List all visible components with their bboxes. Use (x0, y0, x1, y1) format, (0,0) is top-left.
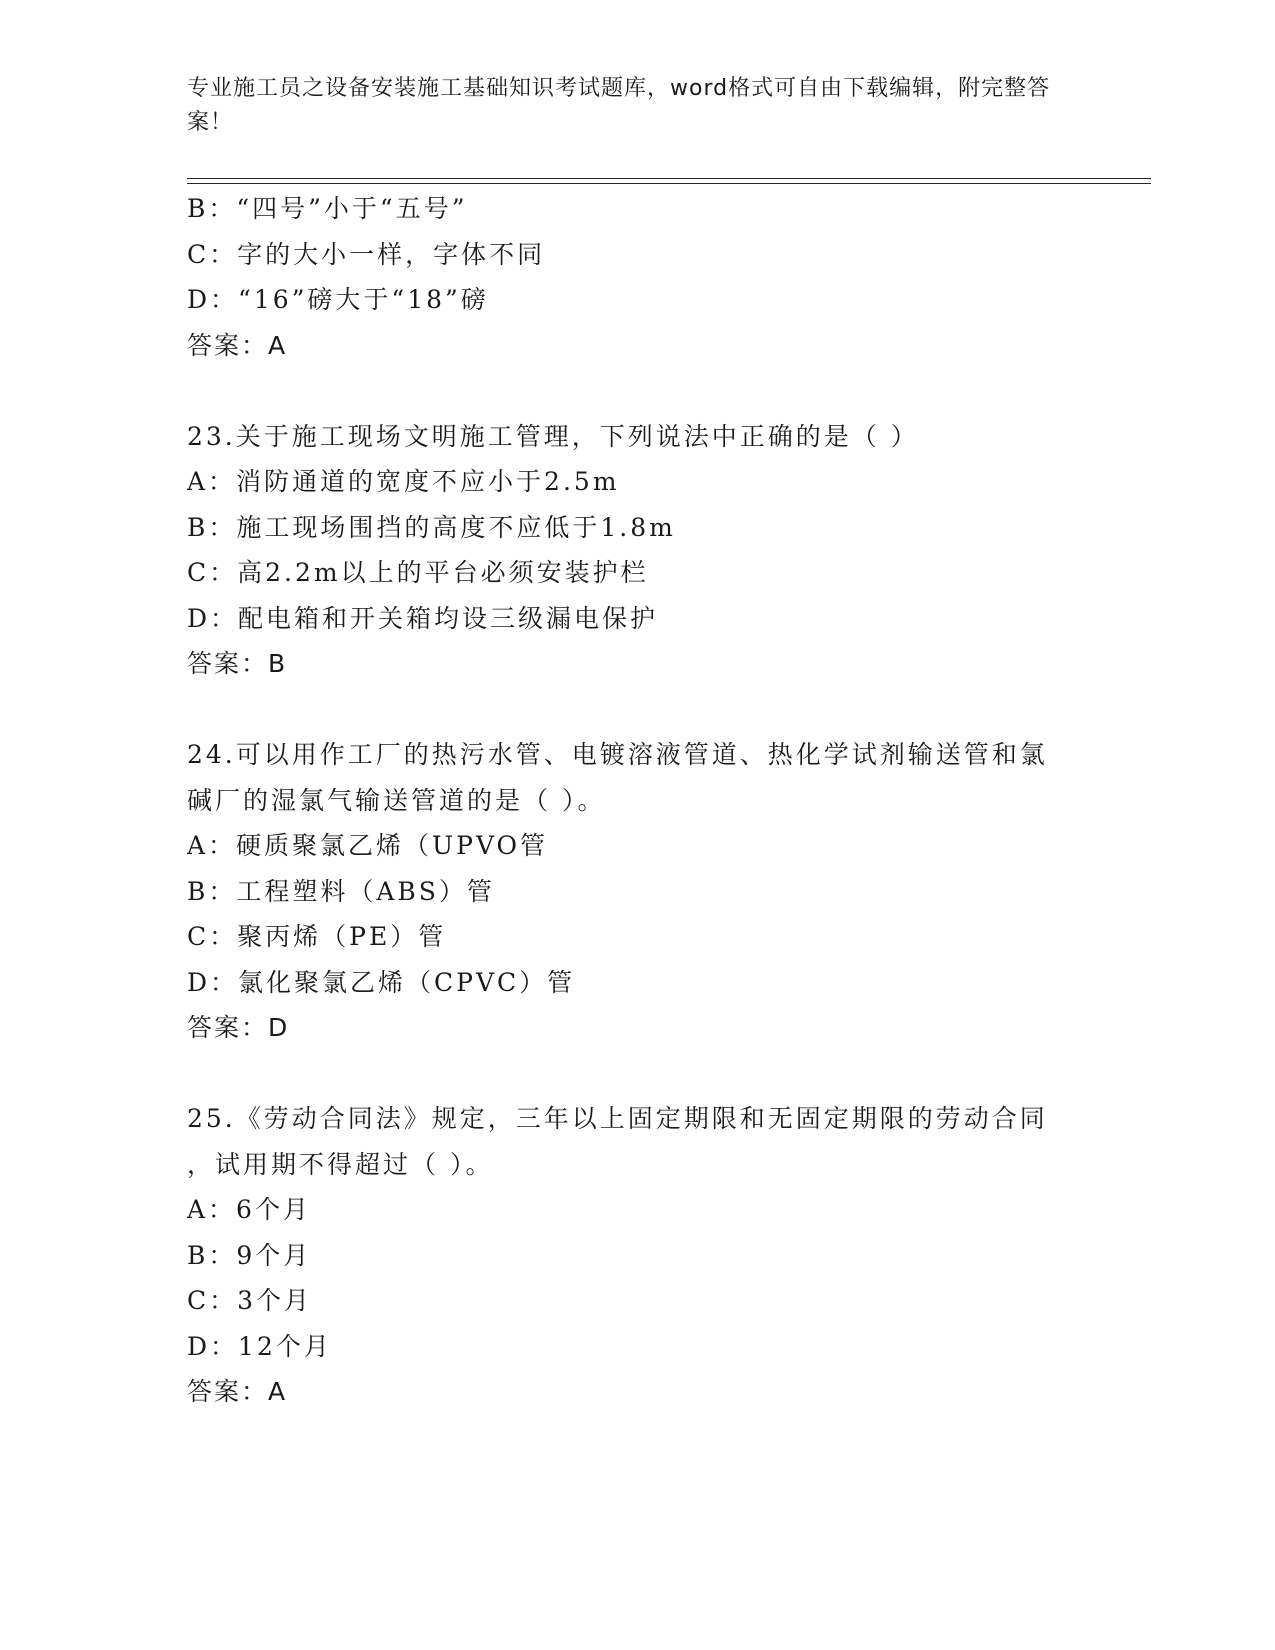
option-c: C：3个月 (187, 1286, 313, 1315)
option-b: B：工程塑料（ABS）管 (187, 876, 495, 906)
question-block-25 (187, 1096, 1067, 1415)
question-block-prev (187, 186, 1067, 368)
question-stem-line-1: 24.可以用作工厂的热污水管、电镀溶液管道、热化学试剂输送管和氯 (187, 740, 1048, 769)
question-block-24 (187, 732, 1067, 1051)
spacer (187, 368, 1067, 414)
question-stem-line-2: 碱厂的湿氯气输送管道的是（ ）。 (187, 785, 606, 815)
option-c: C：聚丙烯（PE）管 (187, 922, 447, 951)
question-list (187, 186, 1067, 1415)
question-stem-line-2: ，试用期不得超过（ ）。 (187, 1149, 494, 1179)
question-stem-line-1: 25.《劳动合同法》规定，三年以上固定期限和无固定期限的劳动合同 (187, 1104, 1048, 1133)
document-header: 专业施工员之设备安装施工基础知识考试题库，word格式可自由下载编辑，附完整答案！ (187, 76, 1051, 135)
option-c: C：高2.2m以上的平台必须安装护栏 (187, 558, 649, 587)
header-divider-top (187, 178, 1151, 179)
option-b: B：施工现场围挡的高度不应低于1.8m (187, 512, 676, 542)
question-block-23 (187, 414, 1067, 687)
spacer (187, 1051, 1067, 1097)
answer-line: 答案：D (187, 1013, 290, 1042)
option-d: D：氯化聚氯乙烯（CPVC）管 (187, 967, 576, 997)
option-d: D：配电箱和开关箱均设三级漏电保护 (187, 603, 659, 633)
option-c: C：字的大小一样，字体不同 (187, 239, 546, 269)
spacer (187, 687, 1067, 733)
header-divider-bottom (187, 183, 1151, 184)
option-a: A：消防通道的宽度不应小于2.5m (187, 467, 620, 496)
option-d: D：12个月 (187, 1331, 332, 1361)
answer-line: 答案：B (187, 649, 288, 678)
answer-line: 答案：A (187, 1377, 288, 1406)
option-b: B：“四号”小于“五号” (187, 194, 468, 223)
option-a: A：硬质聚氯乙烯（UPVO管 (187, 831, 549, 860)
answer-line: 答案：A (187, 330, 288, 360)
option-b: B：9个月 (187, 1240, 312, 1270)
question-stem: 23.关于施工现场文明施工管理，下列说法中正确的是（ ） (187, 421, 919, 451)
option-a: A：6个月 (187, 1195, 311, 1224)
option-d: D：“16”磅大于“18”磅 (187, 285, 489, 314)
